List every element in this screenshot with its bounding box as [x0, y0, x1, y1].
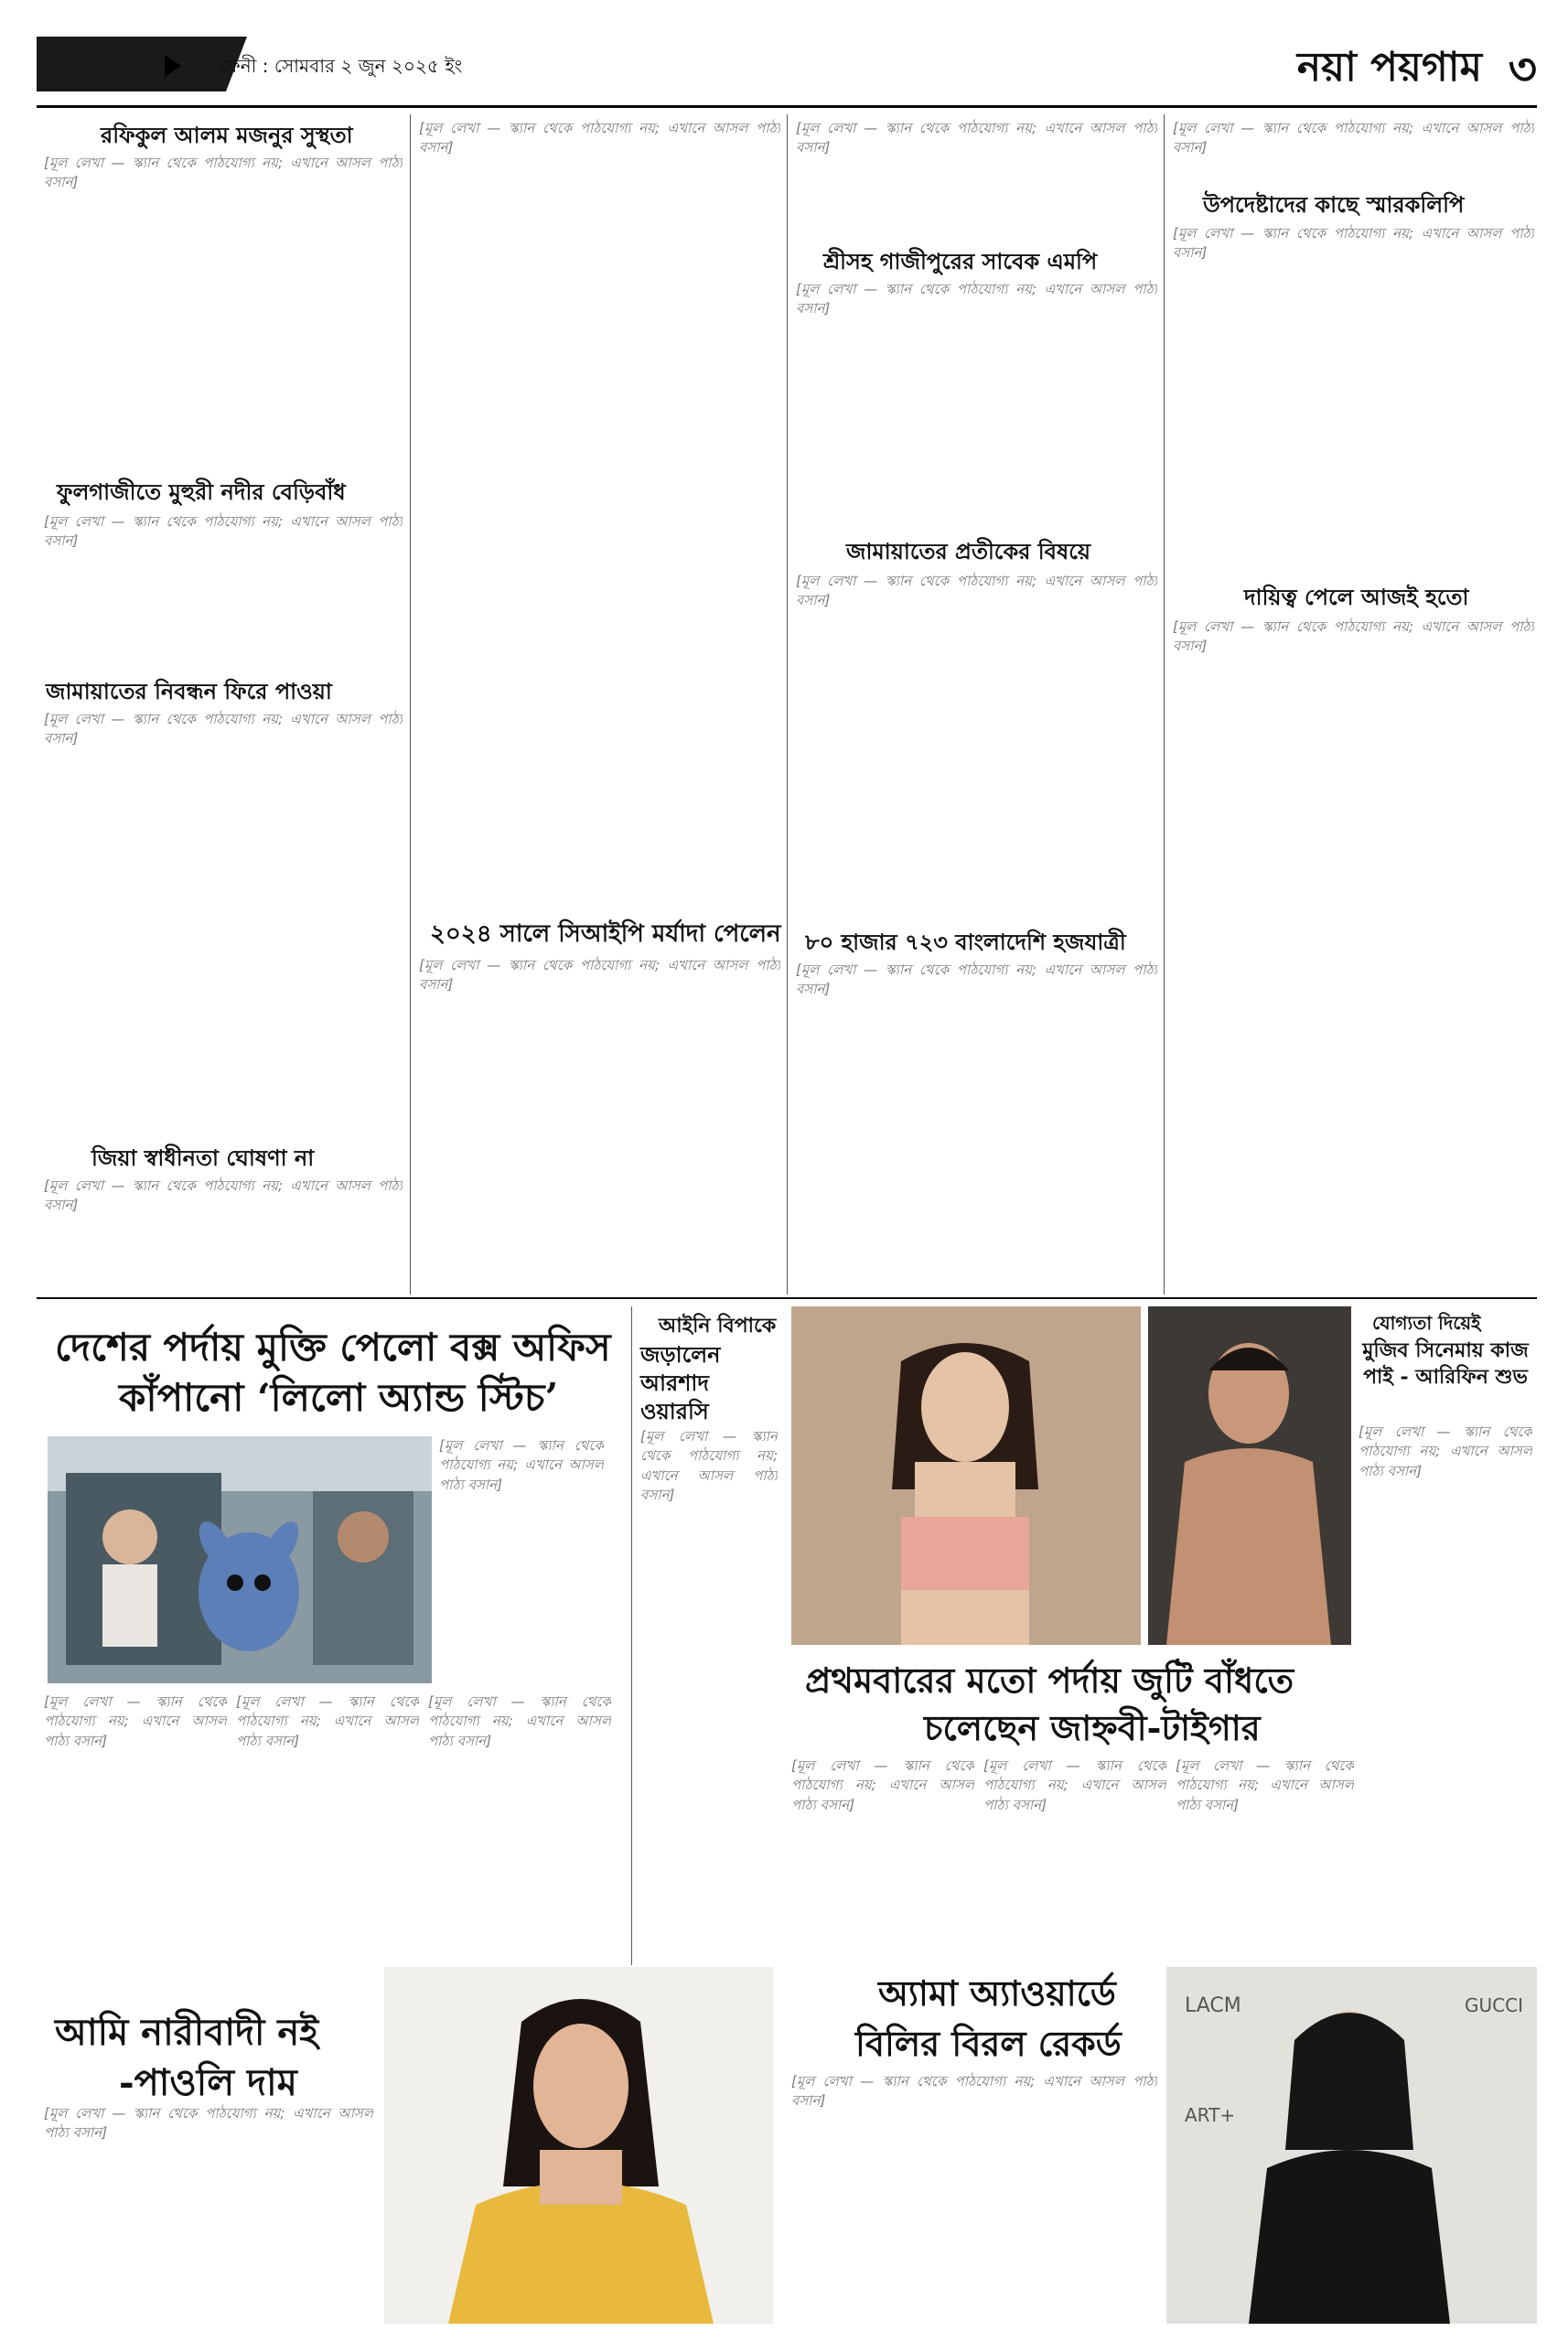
article-body: [মূল লেখা — স্ক্যান থেকে পাঠযোগ্য নয়; এখানে আসল পাঠ্য বসান] [44, 711, 403, 747]
article-body: [মূল লেখা — স্ক্যান থেকে পাঠযোগ্য নয়; এখানে আসল পাঠ্য বসান] [640, 1428, 778, 1503]
article-body: [মূল লেখা — স্ক্যান থেকে পাঠযোগ্য নয়; এখানে আসল পাঠ্য বসান] [428, 1693, 611, 1749]
jahnvi-photo-illustration [791, 1306, 1141, 1645]
article-title: জামায়াতের নিবন্ধন ফিরে পাওয়া [46, 678, 332, 704]
article-title: রফিকুল আলম মজনুর সুস্থতা [101, 122, 353, 148]
billie-headline: অ্যামা অ্যাওয়ার্ডে [878, 1972, 1116, 2014]
arshad-headline: জড়ালেন আরশাদ ওয়ারসি [640, 1341, 721, 1425]
lilo-headline-2: কাঁপানো ‘লিলো অ্যান্ড স্টিচ’ [119, 1375, 559, 1420]
billie-headline-2: বিলির বিরল রেকর্ড [855, 2023, 1122, 2064]
article-body: [মূল লেখা — স্ক্যান থেকে পাঠযোগ্য নয়; এখানে আসল পাঠ্য বসান] [1176, 1757, 1354, 1813]
column-divider [1164, 114, 1165, 1295]
jahnvi-photo [791, 1306, 1141, 1645]
article-body: [মূল লেখা — স্ক্যান থেকে পাঠযোগ্য নয়; এখানে আসল পাঠ্য বসান] [983, 1757, 1166, 1813]
article-body: [মূল লেখা — স্ক্যান থেকে পাঠযোগ্য নয়; এখানে আসল পাঠ্য বসান] [1359, 1423, 1532, 1479]
masthead-rule [37, 105, 1537, 108]
date-line-bar [37, 37, 247, 91]
tiger-photo [1148, 1306, 1351, 1645]
article-title: শ্রীসহ গাজীপুরের সাবেক এমপি [823, 248, 1098, 274]
article-title: জিয়া স্বাধীনতা ঘোষণা না [91, 1144, 315, 1171]
date-line: ফেনী : সোমবার ২ জুন ২০২৫ ইং [220, 55, 463, 77]
article-title: ২০২৪ সালে সিআইপি মর্যাদা পেলেন [430, 920, 781, 948]
article-title: দায়িত্ব পেলে আজই হতো [1244, 584, 1469, 610]
article-title: ফুলগাজীতে মুহুরী নদীর বেড়িবাঁধ [57, 478, 346, 505]
billie-backdrop-text: LACM [1185, 1994, 1241, 2017]
billie-backdrop-text-3: ART+ [1185, 2104, 1236, 2126]
article-body: [মূল লেখা — স্ক্যান থেকে পাঠযোগ্য নয়; এখানে আসল পাঠ্য বসান] [44, 1177, 403, 1214]
paoli-photo-illustration [384, 1967, 773, 2324]
article-body: [মূল লেখা — স্ক্যান থেকে পাঠযোগ্য নয়; এখানে আসল পাঠ্য বসান] [44, 513, 403, 550]
billie-photo-illustration [1166, 1967, 1537, 2324]
article-body: [মূল লেখা — স্ক্যান থেকে পাঠযোগ্য নয়; এখানে আসল পাঠ্য বসান] [236, 1693, 419, 1749]
masthead [37, 27, 1537, 101]
jahnvi-headline: প্রথমবারের মতো পর্দায় জুটি বাঁধতে [805, 1660, 1294, 1701]
lilo-headline: দেশের পর্দায় মুক্তি পেলো বক্স অফিস [55, 1325, 611, 1370]
mujib-headline: মুজিব সিনেমায় কাজ পাই - আরিফিন শুভ [1362, 1338, 1529, 1389]
paoli-headline: আমি নারীবাদী নই [55, 2011, 319, 2054]
play-icon [165, 55, 181, 77]
billie-backdrop-text-2: GUCCI [1465, 1994, 1523, 2016]
article-title: উপদেষ্টাদের কাছে স্মারকলিপি [1203, 191, 1465, 218]
paoli-headline-2: -পাওলি দাম [119, 2061, 297, 2104]
article-body: [মূল লেখা — স্ক্যান থেকে পাঠযোগ্য নয়; এখানে আসল পাঠ্য বসান] [796, 120, 1157, 156]
column-divider [410, 114, 411, 1295]
tiger-photo-illustration [1148, 1306, 1351, 1645]
lilo-photo [48, 1436, 432, 1683]
article-body: [মূল লেখা — স্ক্যান থেকে পাঠযোগ্য নয়; এখানে আসল পাঠ্য বসান] [44, 155, 403, 191]
article-body: [মূল লেখা — স্ক্যান থেকে পাঠযোগ্য নয়; এখানে আসল পাঠ্য বসান] [44, 2105, 373, 2142]
article-title: ৮০ হাজার ৭২৩ বাংলাদেশি হজযাত্রী [805, 929, 1126, 955]
article-body: [মূল লেখা — স্ক্যান থেকে পাঠযোগ্য নয়; এখানে আসল পাঠ্য বসান] [1173, 120, 1534, 156]
article-body: [মূল লেখা — স্ক্যান থেকে পাঠযোগ্য নয়; এখানে আসল পাঠ্য বসান] [796, 962, 1157, 998]
article-body: [মূল লেখা — স্ক্যান থেকে পাঠযোগ্য নয়; এখানে আসল পাঠ্য বসান] [796, 573, 1157, 609]
article-body: [মূল লেখা — স্ক্যান থেকে পাঠযোগ্য নয়; এখানে আসল পাঠ্য বসান] [796, 281, 1157, 317]
jahnvi-headline-2: চলেছেন জাহ্নবী-টাইগার [924, 1707, 1261, 1748]
lilo-photo-illustration [48, 1436, 432, 1683]
arshad-kicker: আইনি বিপাকে [659, 1314, 777, 1338]
article-body: [মূল লেখা — স্ক্যান থেকে পাঠযোগ্য নয়; এখানে আসল পাঠ্য বসান] [1173, 225, 1534, 262]
paper-name: নয়া পয়গাম [1296, 44, 1482, 91]
section-divider [37, 1297, 1537, 1299]
column-divider [631, 1306, 632, 1965]
article-body: [মূল লেখা — স্ক্যান থেকে পাঠযোগ্য নয়; এখানে আসল পাঠ্য বসান] [419, 957, 780, 994]
article-body: [মূল লেখা — স্ক্যান থেকে পাঠযোগ্য নয়; এখানে আসল পাঠ্য বসান] [439, 1437, 604, 1493]
article-body: [মূল লেখা — স্ক্যান থেকে পাঠযোগ্য নয়; এখানে আসল পাঠ্য বসান] [791, 1757, 974, 1813]
mujib-kicker: যোগ্যতা দিয়েই [1372, 1312, 1481, 1334]
billie-photo [1166, 1967, 1537, 2324]
article-body: [মূল লেখা — স্ক্যান থেকে পাঠযোগ্য নয়; এখানে আসল পাঠ্য বসান] [1173, 618, 1534, 655]
page-number: ৩ [1508, 44, 1537, 95]
article-body: [মূল লেখা — স্ক্যান থেকে পাঠযোগ্য নয়; এখানে আসল পাঠ্য বসান] [44, 1693, 227, 1749]
column-divider [787, 114, 788, 1295]
article-body: [মূল লেখা — স্ক্যান থেকে পাঠযোগ্য নয়; এখানে আসল পাঠ্য বসান] [419, 120, 780, 156]
paoli-photo [384, 1967, 773, 2324]
article-body: [মূল লেখা — স্ক্যান থেকে পাঠযোগ্য নয়; এখানে আসল পাঠ্য বসান] [791, 2073, 1157, 2110]
article-title: জামায়াতের প্রতীকের বিষয়ে [846, 538, 1091, 564]
